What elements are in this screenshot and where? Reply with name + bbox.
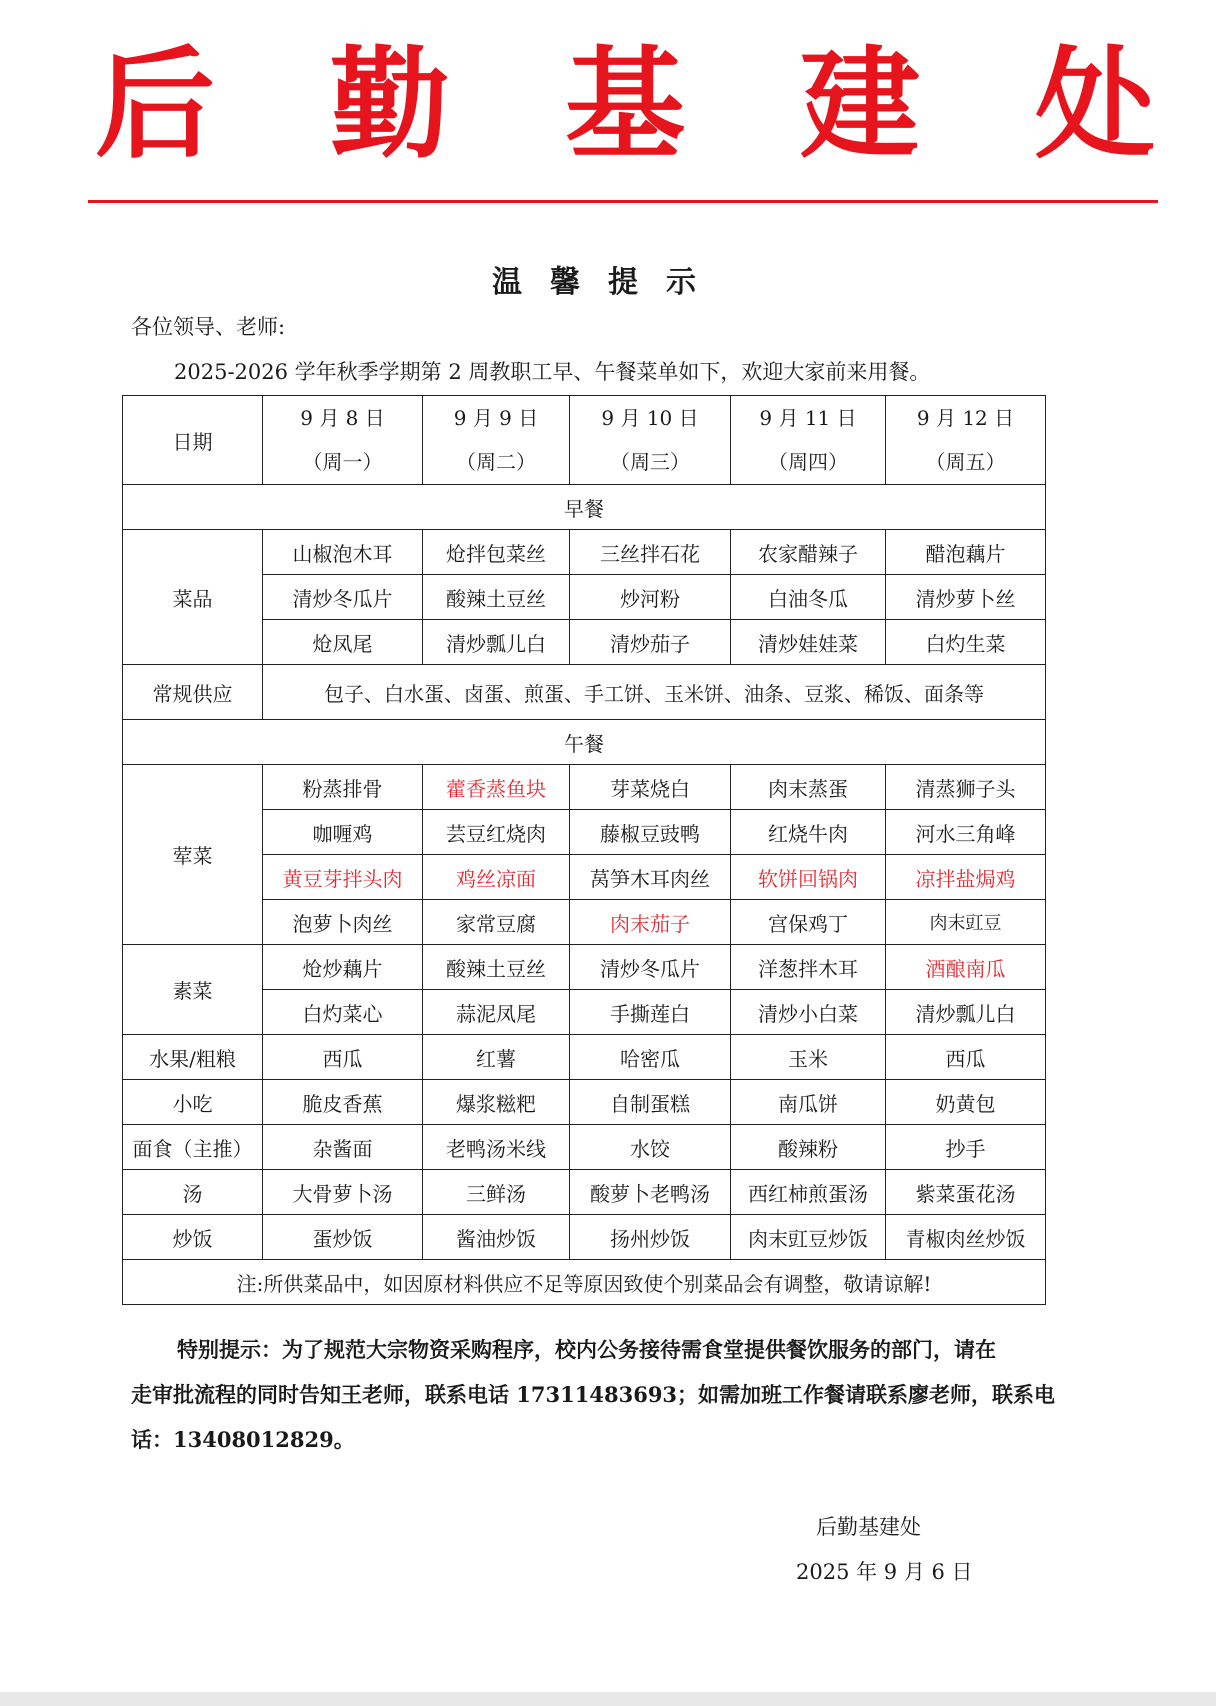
dish-cell: 大骨萝卜汤 — [263, 1170, 423, 1215]
masthead-char: 基 — [565, 34, 685, 175]
breakfast-dishes-label: 菜品 — [123, 530, 263, 665]
date-text: 9 月 8 日 — [300, 406, 385, 430]
dish-cell: 手撕莲白 — [570, 990, 731, 1035]
breakfast-header: 早餐 — [123, 485, 1046, 530]
dish-cell: 农家醋辣子 — [731, 530, 886, 575]
dish-cell: 白灼菜心 — [263, 990, 423, 1035]
dish-cell: 清炒萝卜丝 — [886, 575, 1046, 620]
dish-cell: 奶黄包 — [886, 1080, 1046, 1125]
regular-supply-label: 常规供应 — [123, 665, 263, 720]
dish-cell: 炒河粉 — [570, 575, 731, 620]
section-row — [123, 485, 1046, 530]
table-row — [123, 1035, 1046, 1080]
meat-dishes-label: 荤菜 — [123, 765, 263, 945]
dish-cell: 酱油炒饭 — [423, 1215, 570, 1260]
fried-rice-label: 炒饭 — [123, 1215, 263, 1260]
dish-cell: 抄手 — [886, 1125, 1046, 1170]
dish-cell: 酸辣粉 — [731, 1125, 886, 1170]
signature: 后勤基建处 — [816, 1515, 921, 1539]
weekday-text: （周五） — [925, 450, 1006, 474]
dish-cell: 清炒瓢儿白 — [886, 990, 1046, 1035]
dish-cell: 白油冬瓜 — [731, 575, 886, 620]
dish-cell: 清炒茄子 — [570, 620, 731, 665]
masthead-char: 勤 — [330, 34, 450, 175]
dish-cell-highlighted: 黄豆芽拌头肉 — [263, 855, 423, 900]
weekday-text: （周三） — [610, 450, 690, 474]
masthead-char: 处 — [1035, 34, 1155, 175]
table-row — [123, 1170, 1046, 1215]
intro-text: 2025-2026 学年秋季学期第 2 周教职工早、午餐菜单如下，欢迎大家前来用餐。 — [174, 360, 931, 384]
dish-cell: 脆皮香蕉 — [263, 1080, 423, 1125]
dish-cell: 紫菜蛋花汤 — [886, 1170, 1046, 1215]
table-row — [123, 945, 1046, 990]
dish-cell: 杂酱面 — [263, 1125, 423, 1170]
section-row — [123, 720, 1046, 765]
dish-cell: 水饺 — [570, 1125, 731, 1170]
dish-cell: 咖喱鸡 — [263, 810, 423, 855]
dish-cell: 醋泡藕片 — [886, 530, 1046, 575]
table-row — [123, 1125, 1046, 1170]
dish-cell: 炝拌包菜丝 — [423, 530, 570, 575]
dish-cell: 清炒娃娃菜 — [731, 620, 886, 665]
table-row — [123, 665, 1046, 720]
soup-label: 汤 — [123, 1170, 263, 1215]
veg-dishes-label: 素菜 — [123, 945, 263, 1035]
dish-cell: 炝炒藕片 — [263, 945, 423, 990]
dish-cell: 扬州炒饭 — [570, 1215, 731, 1260]
date-text: 9 月 12 日 — [916, 406, 1015, 430]
date-cell — [886, 396, 1046, 485]
dish-cell: 红烧牛肉 — [731, 810, 886, 855]
dish-cell: 酸萝卜老鸭汤 — [570, 1170, 731, 1215]
special-notice — [131, 1327, 1091, 1462]
table-row — [123, 1080, 1046, 1125]
dish-cell: 蒜泥凤尾 — [423, 990, 570, 1035]
dish-cell: 粉蒸排骨 — [263, 765, 423, 810]
dish-cell-highlighted: 软饼回锅肉 — [731, 855, 886, 900]
date-cell — [570, 396, 731, 485]
fruit-label: 水果/粗粮 — [123, 1035, 263, 1080]
dish-cell: 三鲜汤 — [423, 1170, 570, 1215]
regular-supply-text: 包子、白水蛋、卤蛋、煎蛋、手工饼、玉米饼、油条、豆浆、稀饭、面条等 — [263, 665, 1046, 720]
dish-cell: 清炒冬瓜片 — [263, 575, 423, 620]
dish-cell: 清炒冬瓜片 — [570, 945, 731, 990]
dish-cell: 西瓜 — [263, 1035, 423, 1080]
table-note: 注:所供菜品中，如因原材料供应不足等原因致使个别菜品会有调整，敬请谅解! — [123, 1260, 1046, 1305]
masthead-char: 建 — [800, 34, 920, 175]
date-row — [123, 396, 1046, 485]
dish-cell: 酸辣土豆丝 — [423, 945, 570, 990]
dish-cell: 爆浆糍粑 — [423, 1080, 570, 1125]
weekday-text: （周一） — [302, 450, 383, 474]
date-cell — [263, 396, 423, 485]
special-notice-line: 话：13408012829。 — [131, 1427, 355, 1452]
date-label: 日期 — [123, 396, 263, 485]
dish-cell: 清炒瓢儿白 — [423, 620, 570, 665]
dish-cell: 芽菜烧白 — [570, 765, 731, 810]
dish-cell: 泡萝卜肉丝 — [263, 900, 423, 945]
date-cell — [731, 396, 886, 485]
dish-cell: 老鸭汤米线 — [423, 1125, 570, 1170]
dish-cell-highlighted: 藿香蒸鱼块 — [423, 765, 570, 810]
dish-cell: 自制蛋糕 — [570, 1080, 731, 1125]
date-text: 9 月 9 日 — [453, 406, 539, 430]
dish-cell: 山椒泡木耳 — [263, 530, 423, 575]
special-notice-line: 走审批流程的同时告知王老师，联系电话 17311483693；如需加班工作餐请联系廖老师，联系电 — [131, 1382, 1056, 1407]
special-notice-line: 特别提示：为了规范大宗物资采购程序，校内公务接待需食堂提供餐饮服务的部门，请在 — [177, 1337, 996, 1362]
dish-cell-highlighted: 肉末茄子 — [570, 900, 731, 945]
dish-cell: 清炒小白菜 — [731, 990, 886, 1035]
dish-cell: 肉末蒸蛋 — [731, 765, 886, 810]
date-text: 9 月 11 日 — [759, 406, 857, 430]
dish-cell: 酸辣土豆丝 — [423, 575, 570, 620]
dish-cell: 蛋炒饭 — [263, 1215, 423, 1260]
dish-cell: 河水三角峰 — [886, 810, 1046, 855]
greeting: 各位领导、老师: — [131, 315, 286, 339]
sign-date: 2025 年 9 月 6 日 — [796, 1560, 973, 1584]
dish-cell: 莴笋木耳肉丝 — [570, 855, 731, 900]
dish-cell: 哈密瓜 — [570, 1035, 731, 1080]
table-row — [123, 1215, 1046, 1260]
masthead — [90, 34, 1160, 175]
dish-cell: 三丝拌石花 — [570, 530, 731, 575]
table-row — [123, 530, 1046, 575]
dish-cell: 肉末豇豆炒饭 — [731, 1215, 886, 1260]
dish-cell: 白灼生菜 — [886, 620, 1046, 665]
dish-cell: 洋葱拌木耳 — [731, 945, 886, 990]
dish-cell: 芸豆红烧肉 — [423, 810, 570, 855]
dish-cell: 青椒肉丝炒饭 — [886, 1215, 1046, 1260]
noodle-label: 面食（主推） — [123, 1125, 263, 1170]
dish-cell-highlighted: 凉拌盐焗鸡 — [886, 855, 1046, 900]
dish-cell-highlighted: 鸡丝凉面 — [423, 855, 570, 900]
dish-cell: 西瓜 — [886, 1035, 1046, 1080]
dish-cell: 清蒸狮子头 — [886, 765, 1046, 810]
dish-cell: 西红柿煎蛋汤 — [731, 1170, 886, 1215]
date-cell — [423, 396, 570, 485]
dish-cell-highlighted: 酒酿南瓜 — [886, 945, 1046, 990]
red-divider — [88, 200, 1158, 203]
masthead-char: 后 — [95, 34, 215, 175]
lunch-header: 午餐 — [123, 720, 1046, 765]
date-text: 9 月 10 日 — [601, 406, 699, 430]
dish-cell: 肉末豇豆 — [886, 900, 1046, 945]
menu-table — [122, 395, 1046, 1305]
dish-cell: 玉米 — [731, 1035, 886, 1080]
page-bottom-edge — [0, 1692, 1216, 1706]
dish-cell: 家常豆腐 — [423, 900, 570, 945]
weekday-text: （周四） — [768, 450, 848, 474]
dish-cell: 宫保鸡丁 — [731, 900, 886, 945]
notice-title: 温馨提示 — [492, 265, 724, 300]
dish-cell: 红薯 — [423, 1035, 570, 1080]
dish-cell: 藤椒豆豉鸭 — [570, 810, 731, 855]
dish-cell: 南瓜饼 — [731, 1080, 886, 1125]
weekday-text: （周二） — [456, 450, 536, 474]
table-row — [123, 765, 1046, 810]
note-row — [123, 1260, 1046, 1305]
snack-label: 小吃 — [123, 1080, 263, 1125]
dish-cell: 炝凤尾 — [263, 620, 423, 665]
